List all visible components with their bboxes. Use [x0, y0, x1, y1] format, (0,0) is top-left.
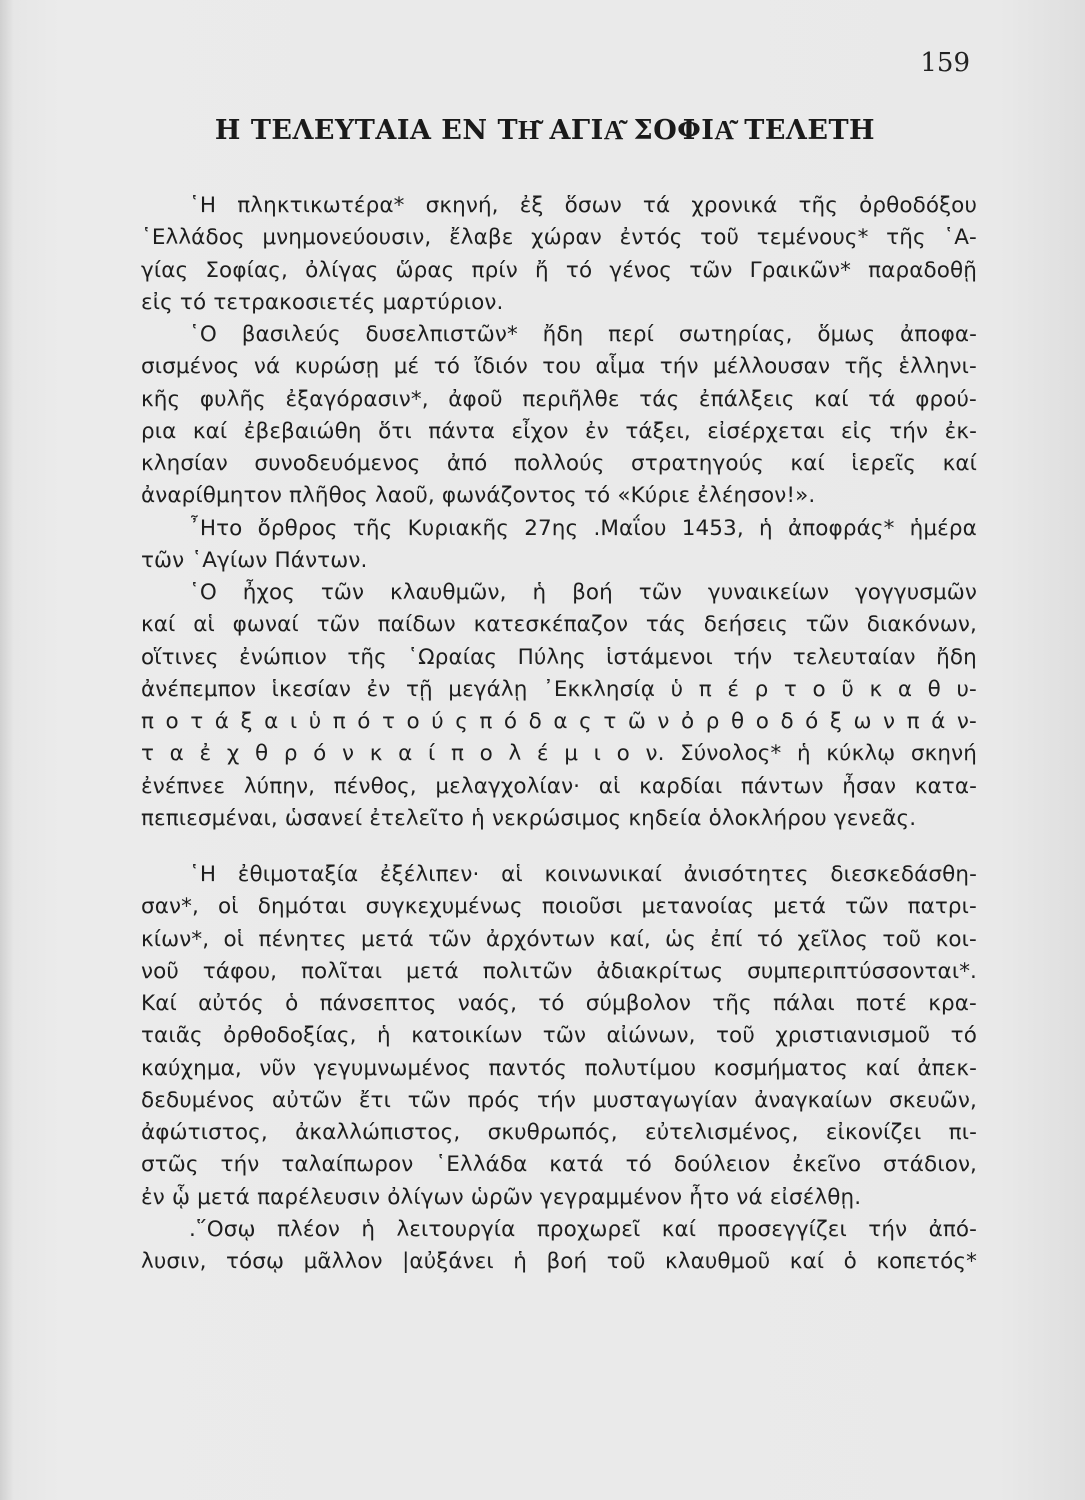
text-line: ῾Ο βασιλεύς δυσελπιστῶν* ἤδη περί σωτηρίας, ὅμως ἀποφα-: [189, 322, 977, 347]
text-line: ῾Η πληκτικωτέρα* σκηνή, ἐξ ὅσων τά χρονικά τῆς ὀρθοδόξου: [189, 193, 977, 218]
text-line: νοῦ τάφου, πολῖται μετά πολιτῶν ἀδιακρίτως συμπεριπτύσσονται*.: [141, 958, 977, 984]
text-line: σισμένος νά κυρώσῃ μέ τό ἴδιόν του αἷμα τήν μέλλουσαν τῆς ἑλληνι-: [141, 354, 977, 380]
paragraph-gap: [141, 835, 977, 859]
text-line: ταιᾶς ὀρθοδοξίας, ἡ κατοικίων τῶν αἰώνων, τοῦ χριστιανισμοῦ τό: [141, 1023, 977, 1049]
text-line: ἐν ᾧ μετά παρέλευσιν ὀλίγων ὡρῶν γεγραμμένον ἦτο νά εἰσέλθῃ.: [141, 1184, 862, 1210]
body-text: [141, 190, 977, 1278]
text-line: τ α ἐ χ θ ρ ό ν κ α ί π ο λ έ μ ι ο ν. Σύνολος* ἡ κύκλῳ σκηνή: [141, 741, 977, 767]
text-line: π ο τ ά ξ α ι ὑ π ό τ ο ύ ς π ό δ α ς τ ῶ ν ὀ ρ θ ο δ ό ξ ω ν π ά ν-: [141, 709, 977, 734]
text-line: γίας Σοφίας, ὀλίγας ὥρας πρίν ἤ τό γένος τῶν Γραικῶν* παραδοθῇ: [141, 257, 977, 283]
text-line: ἀφώτιστος, ἀκαλλώπιστος, σκυθρωπός, εὐτελισμένος, εἰκονίζει πι-: [141, 1120, 977, 1145]
paragraph: [141, 513, 977, 578]
text-line: σαν*, οἱ δημόται συγκεχυμένως ποιοῦσι μετανοίας μετά τῶν πατρι-: [141, 894, 977, 920]
text-line: καί αἱ φωναί τῶν παίδων κατεσκέπαζον τάς δεήσεις τῶν διακόνων,: [141, 612, 977, 638]
text-line: ῾Ο ἦχος τῶν κλαυθμῶν, ἡ βοή τῶν γυναικείων γογγυσμῶν: [189, 580, 977, 605]
text-line: καύχημα, νῦν γεγυμνωμένος παντός πολυτίμου κοσμήματος καί ἀπεκ-: [141, 1055, 977, 1081]
text-line: ῾Η ἐθιμοταξία ἐξέλιπεν· αἱ κοινωνικαί ἀνισότητες διεσκεδάσθη-: [189, 862, 977, 887]
text-line: .῞Οσῳ πλέον ἡ λειτουργία προχωρεῖ καί προσεγγίζει τήν ἀπό-: [189, 1216, 977, 1242]
text-line: πεπιεσμέναι, ὡσανεί ἐτελεῖτο ἡ νεκρώσιμος κηδεία ὁλοκλήρου γενεᾶς.: [141, 805, 917, 831]
text-line: ρια καί ἐβεβαιώθη ὅτι πάντα εἶχον ἐν τάξει, εἰσέρχεται εἰς τήν ἐκ-: [141, 418, 977, 444]
text-line: Καί αὐτός ὁ πάνσεπτος ναός, τό σύμβολον τῆς πάλαι ποτέ κρα-: [141, 991, 977, 1016]
paragraph: [141, 319, 977, 513]
paragraph: [141, 859, 977, 1214]
text-line: στῶς τήν ταλαίπωρον ῾Ελλάδα κατά τό δούλειον ἐκεῖνο στάδιον,: [141, 1152, 977, 1178]
text-line: τῶν ῾Αγίων Πάντων.: [141, 547, 368, 573]
text-line: ἀνέπεμπον ἱκεσίαν ἐν τῇ μεγάλῃ ᾿Εκκλησίᾳ ὑ π έ ρ τ ο ῦ κ α θ υ-: [141, 676, 977, 702]
text-line: κλησίαν συνοδευόμενος ἀπό πολλούς στρατηγούς καί ἱερεῖς καί: [141, 451, 977, 476]
page-number: 159: [920, 48, 970, 78]
text-line: ῾Ελλάδος μνημονεύουσιν, ἔλαβε χώραν ἐντός τοῦ τεμένους* τῆς ῾Α-: [141, 225, 977, 251]
text-line: κῆς φυλῆς ἐξαγόρασιν*, ἀφοῦ περιῆλθε τάς ἐπάλξεις καί τά φρού-: [141, 386, 977, 412]
paragraph: [141, 190, 977, 319]
text-line: δεδυμένος αὐτῶν ἔτι τῶν πρός τήν μυσταγωγίαν ἀναγκαίων σκευῶν,: [141, 1087, 977, 1113]
paragraph: [141, 577, 977, 835]
text-line: ῏Ητο ὄρθρος τῆς Κυριακῆς 27ης .Μαΐου 1453, ἡ ἀποφράς* ἡμέρα: [189, 515, 977, 541]
text-line: εἰς τό τετρακοσιετές μαρτύριον.: [141, 289, 504, 315]
text-line: ἀναρίθμητον πλῆθος λαοῦ, φωνάζοντος τό «Κύριε ἐλέησον!».: [141, 483, 816, 509]
paragraph: [141, 1214, 977, 1279]
text-line: κίων*, οἱ πένητες μετά τῶν ἀρχόντων καί, ὡς ἐπί τό χεῖλος τοῦ κοι-: [141, 926, 977, 952]
text-line: λυσιν, τόσῳ μᾶλλον |αὐξάνει ἡ βοή τοῦ κλαυθμοῦ καί ὁ κοπετός*: [141, 1249, 977, 1274]
text-line: ἐνέπνεε λύπην, πένθος, μελαγχολίαν· αἱ καρδίαι πάντων ἦσαν κατα-: [141, 773, 977, 799]
text-line: οἵτινες ἐνώπιον τῆς ῾Ωραίας Πύλης ἱστάμενοι τήν τελευταίαν ἤδη: [141, 644, 977, 670]
chapter-title: Η ΤΕΛΕΥΤΑΙΑ ΕΝ ΤΗ͂ ΑΓΙΑ͂ ΣΟΦΙΑ͂ ΤΕΛΕΤΗ: [214, 115, 876, 146]
